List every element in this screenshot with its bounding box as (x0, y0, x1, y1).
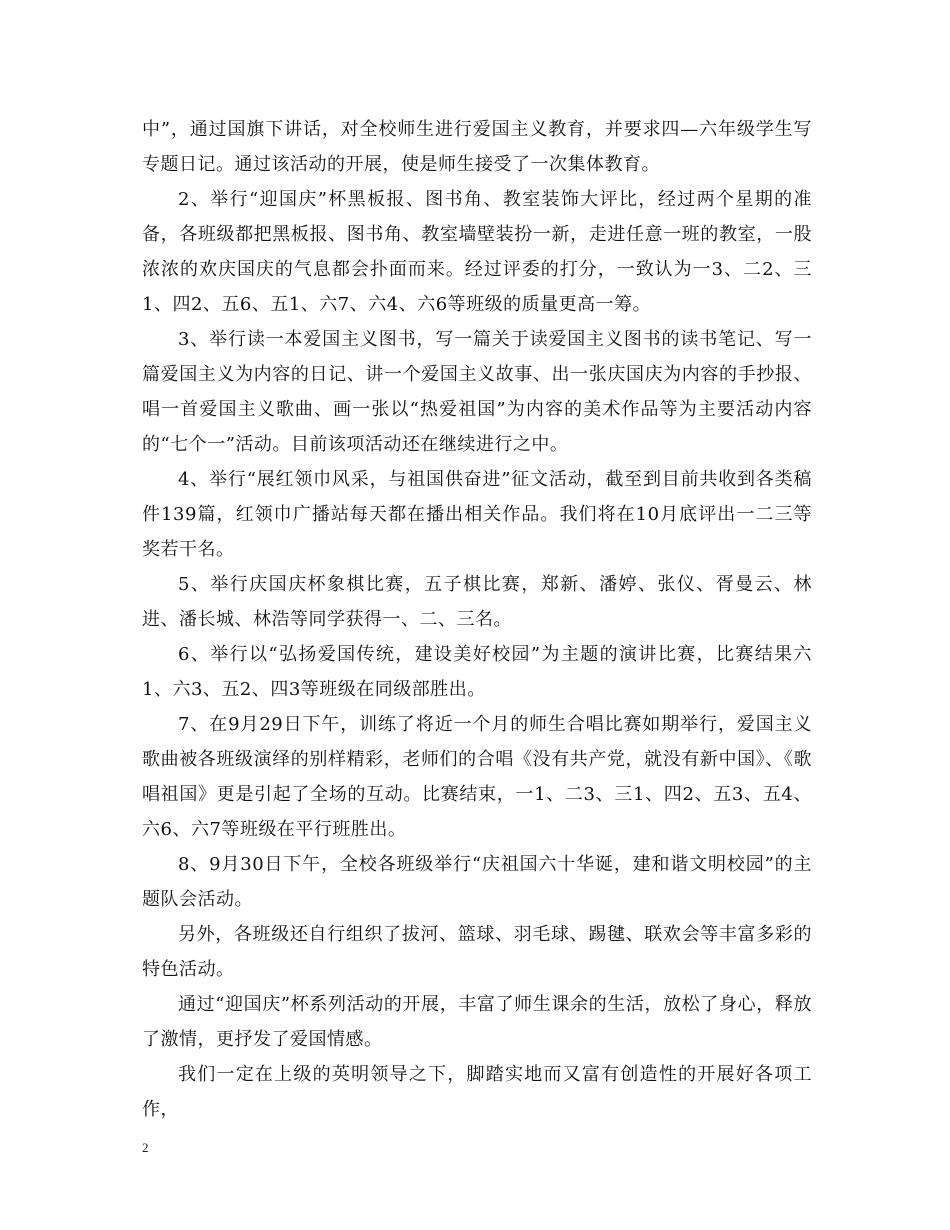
paragraph-8: 8、9月30日下午，全校各班级举行“庆祖国六十华诞，建和谐文明校园”的主题队会活动。 (142, 854, 812, 910)
page-number: 2 (142, 1140, 149, 1155)
paragraph-5: 5、举行庆国庆杯象棋比赛，五子棋比赛，郑新、潘婷、张仪、胥曼云、林进、潘长城、林浩等同学获得一、二、三名。 (142, 574, 812, 630)
paragraph-6: 6、举行以“弘扬爱国传统，建设美好校园”为主题的演讲比赛，比赛结果六1、六3、五2、四3等班级在同级部胜出。 (142, 644, 812, 700)
document-body (142, 112, 812, 1127)
paragraph-9: 另外，各班级还自行组织了拔河、篮球、羽毛球、踢毽、联欢会等丰富多彩的特色活动。 (142, 924, 812, 980)
paragraph-1: 中”，通过国旗下讲话，对全校师生进行爱国主义教育，并要求四—六年级学生写专题日记。通过该活动的开展，使是师生接受了一次集体教育。 (142, 119, 812, 175)
paragraph-4: 4、举行“展红领巾风采，与祖国供奋进”征文活动，截至到目前共收到各类稿件139篇，红领巾广播站每天都在播出相关作品。我们将在10月底评出一二三等奖若干名。 (142, 469, 812, 560)
paragraph-2: 2、举行“迎国庆”杯黑板报、图书角、教室装饰大评比，经过两个星期的准备，各班级都把黑板报、图书角、教室墙壁装扮一新，走进任意一班的教室，一股浓浓的欢庆国庆的气息都会扑面而来。经过评委的打分，一致认为一3、二2、三1、四2、五6、五1、六7、六4、六6等班级的质量更高一筹。 (142, 189, 812, 315)
paragraph-3: 3、举行读一本爱国主义图书，写一篇关于读爱国主义图书的读书笔记、写一篇爱国主义为内容的日记、讲一个爱国主义故事、出一张庆国庆为内容的手抄报、唱一首爱国主义歌曲、画一张以“热爱祖国”为内容的美术作品等为主要活动内容的“七个一”活动。目前该项活动还在继续进行之中。 (142, 329, 812, 455)
paragraph-11: 我们一定在上级的英明领导之下，脚踏实地而又富有创造性的开展好各项工作， (142, 1064, 812, 1120)
paragraph-7: 7、在9月29日下午，训练了将近一个月的师生合唱比赛如期举行，爱国主义歌曲被各班级演绎的别样精彩，老师们的合唱《没有共产党，就没有新中国》、《歌唱祖国》更是引起了全场的互动。比赛结束，一1、二3、三1、四2、五3、五4、六6、六7等班级在平行班胜出。 (142, 714, 812, 840)
paragraph-10: 通过“迎国庆”杯系列活动的开展，丰富了师生课余的生活，放松了身心，释放了激情，更抒发了爱国情感。 (142, 994, 812, 1050)
